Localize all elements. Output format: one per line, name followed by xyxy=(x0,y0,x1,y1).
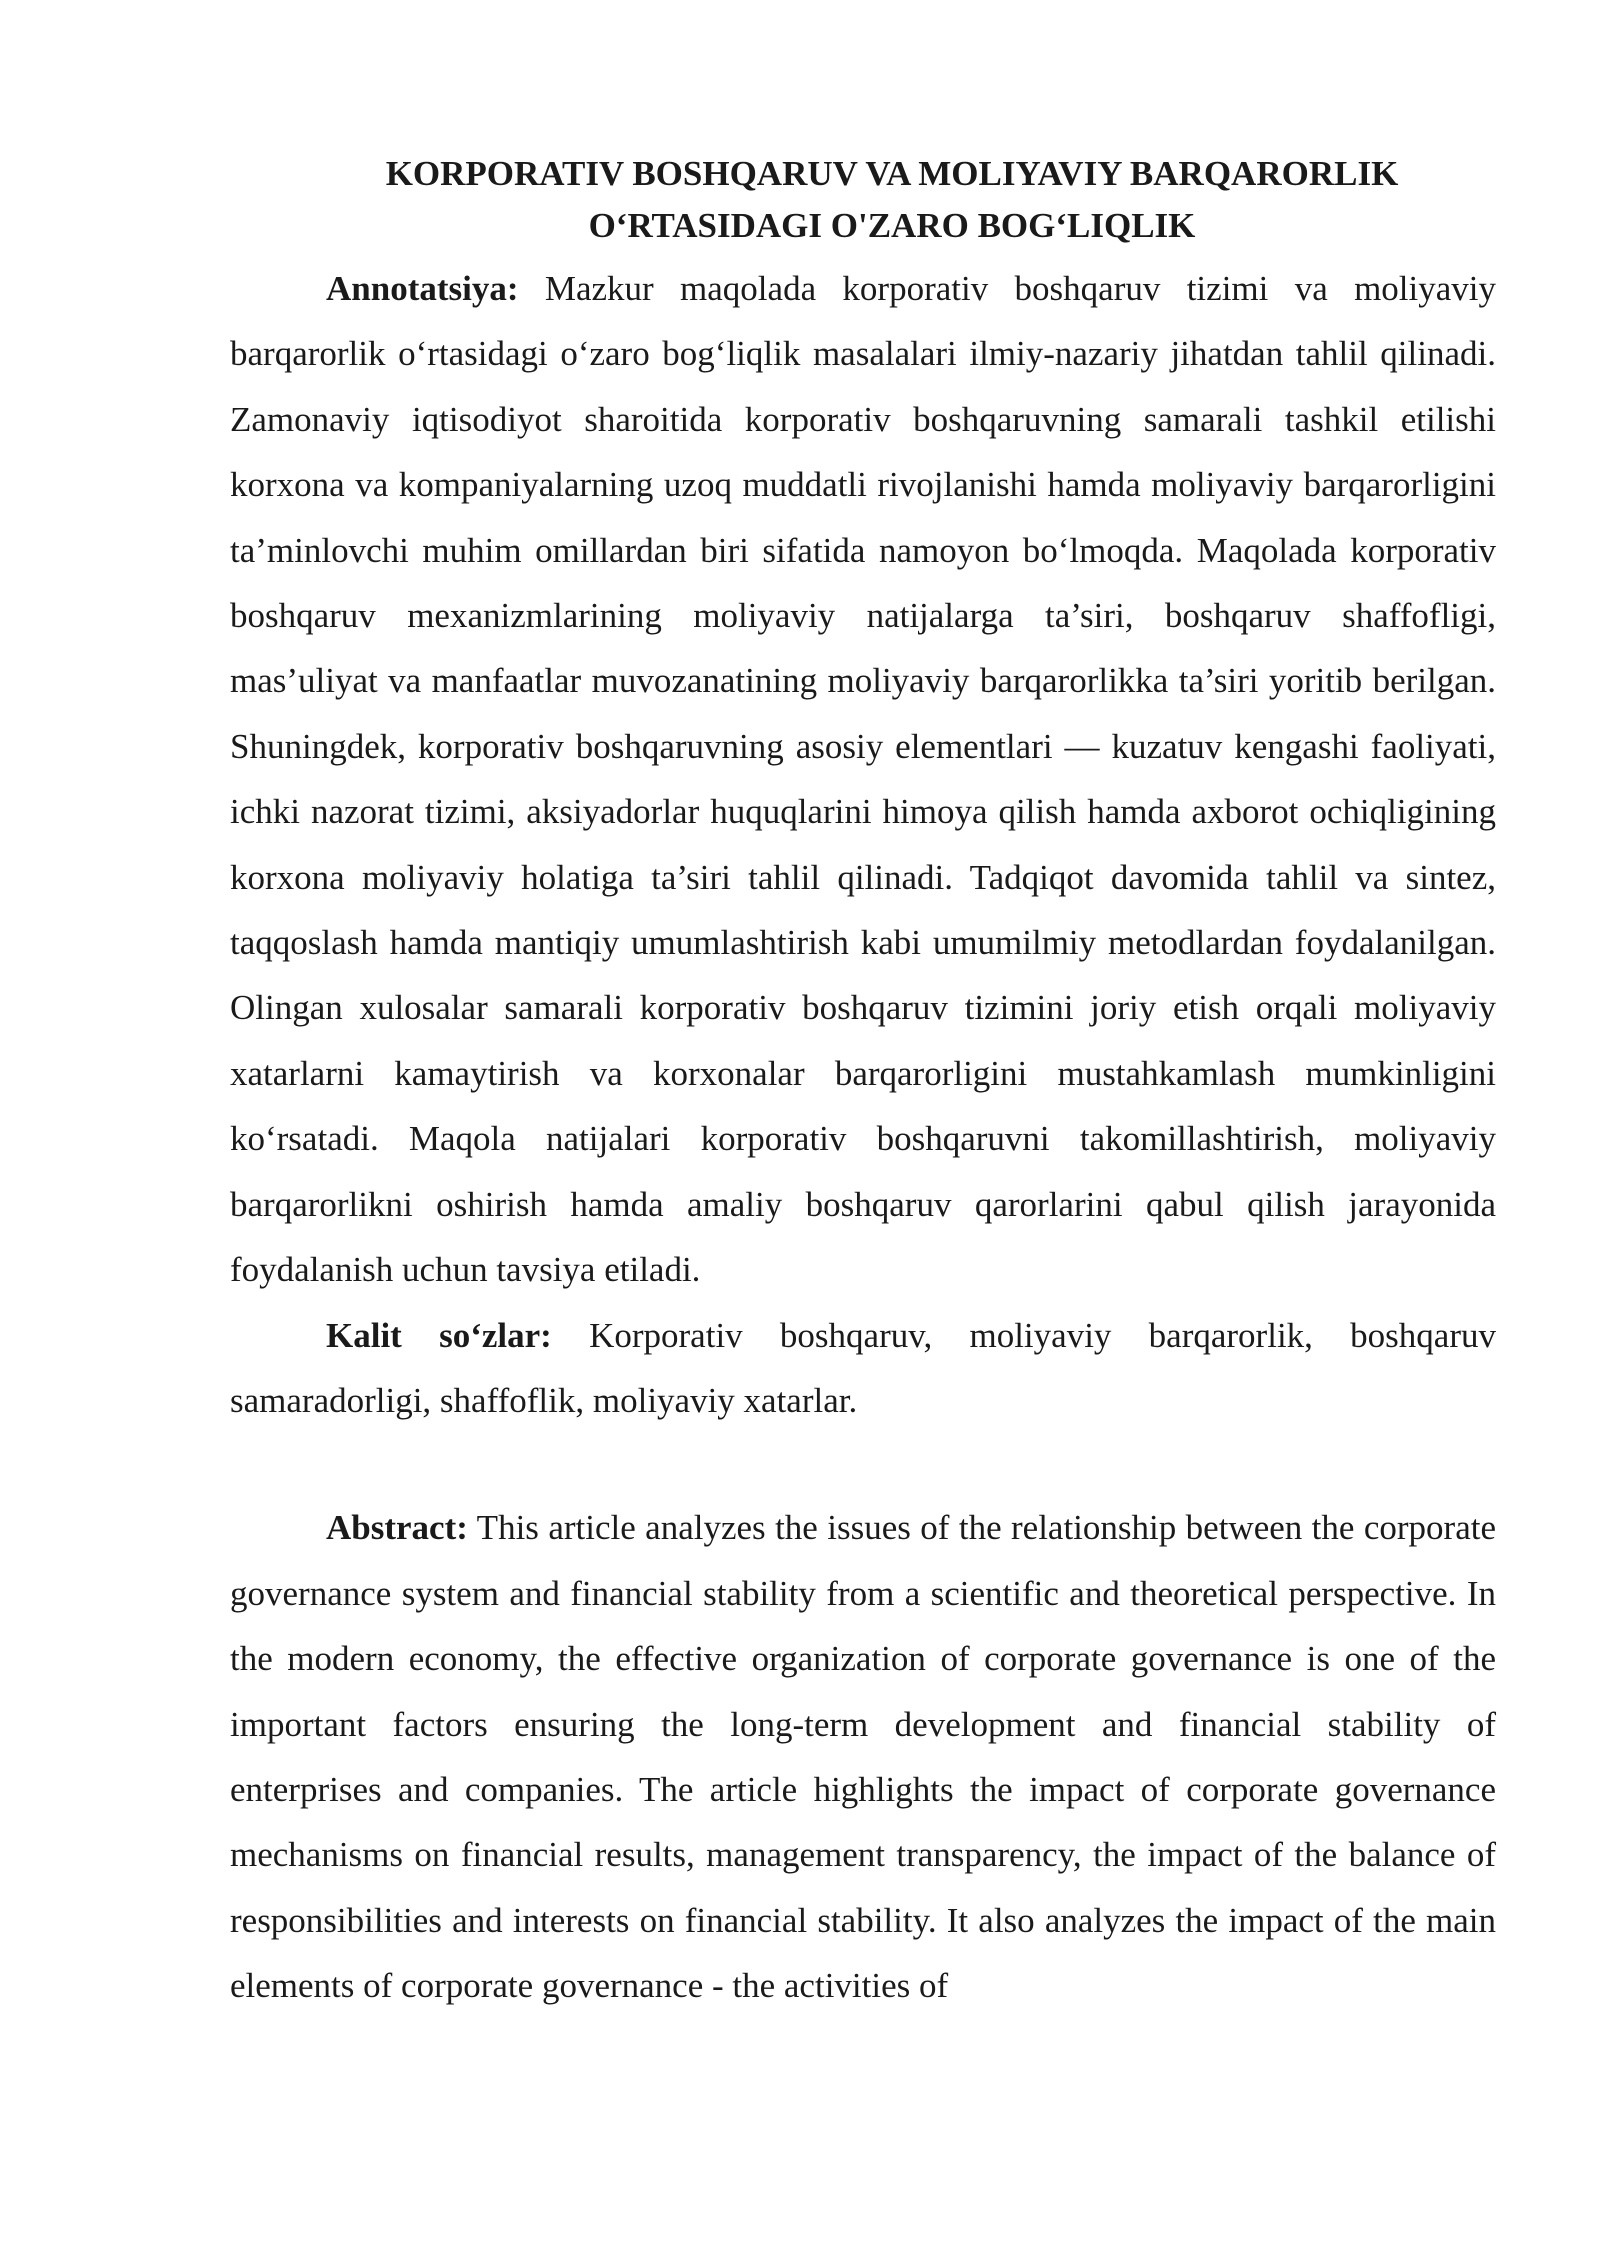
document-page xyxy=(230,148,1496,2019)
annotation-paragraph xyxy=(230,256,1496,1303)
abstract-text: This article analyzes the issues of the relationship between the corporate governance system and financial stability from a scientific and theoretical perspective. In the modern economy, the effective organization of corporate governance is one of the important factors ensuring the long-term development and financial stability of enterprises and companies. The article highlights the impact of corporate governance mechanisms on financial results, management transparency, the impact of the balance of responsibilities and interests on financial stability. It also analyzes the impact of the main elements of corporate governance - the activities of xyxy=(230,1508,1496,2006)
title-line-2: O‘RTASIDAGI O'ZARO BOG‘LIQLIK xyxy=(588,206,1196,245)
keywords-paragraph xyxy=(230,1303,1496,1434)
title-line-1: KORPORATIV BOSHQARUV VA MOLIYAVIY BARQARORLIK xyxy=(385,154,1399,193)
annotation-text: Mazkur maqolada korporativ boshqaruv tizimi va moliyaviy barqarorlik o‘rtasidagi o‘zaro bog‘liqlik masalalari ilmiy-nazariy jihatdan tahlil qilinadi. Zamonaviy iqtisodiyot sharoitida korporativ boshqaruvning samarali tashkil etilishi korxona va kompaniyalarning uzoq muddatli rivojlanishi hamda moliyaviy barqarorligini ta’minlovchi muhim omillardan biri sifatida namoyon bo‘lmoqda. Maqolada korporativ boshqaruv mexanizmlarining moliyaviy natijalarga ta’siri, boshqaruv shaffofligi, mas’uliyat va manfaatlar muvozanatining moliyaviy barqarorlikka ta’siri yoritib berilgan. Shuningdek, korporativ boshqaruvning asosiy elementlari — kuzatuv kengashi faoliyati, ichki nazorat tizimi, aksiyadorlar huquqlarini himoya qilish hamda axborot ochiqligining korxona moliyaviy holatiga ta’siri tahlil qilinadi. Tadqiqot davomida tahlil va sintez, taqqoslash hamda mantiqiy umumlashtirish kabi umumilmiy metodlardan foydalanilgan. Olingan xulosalar samarali korporativ boshqaruv tizimini joriy etish orqali moliyaviy xatarlarni kamaytirish va korxonalar barqarorligini mustahkamlash mumkinligini ko‘rsatadi. Maqola natijalari korporativ boshqaruvni takomillashtirish, moliyaviy barqarorlikni oshirish hamda amaliy boshqaruv qarorlarini qabul qilish jarayonida foydalanish uchun tavsiya etiladi. xyxy=(230,269,1496,1290)
keywords-text: Korporativ boshqaruv, moliyaviy barqarorlik, boshqaruv samaradorligi, shaffoflik, moliyaviy xatarlar. xyxy=(230,1315,1496,1420)
abstract-paragraph xyxy=(230,1495,1496,2018)
section-spacer xyxy=(230,1433,1496,1495)
annotation-label: Annotatsiya: xyxy=(326,269,519,308)
article-title xyxy=(230,148,1496,252)
keywords-label: Kalit so‘zlar: xyxy=(326,1315,552,1355)
abstract-label: Abstract: xyxy=(326,1508,468,1548)
